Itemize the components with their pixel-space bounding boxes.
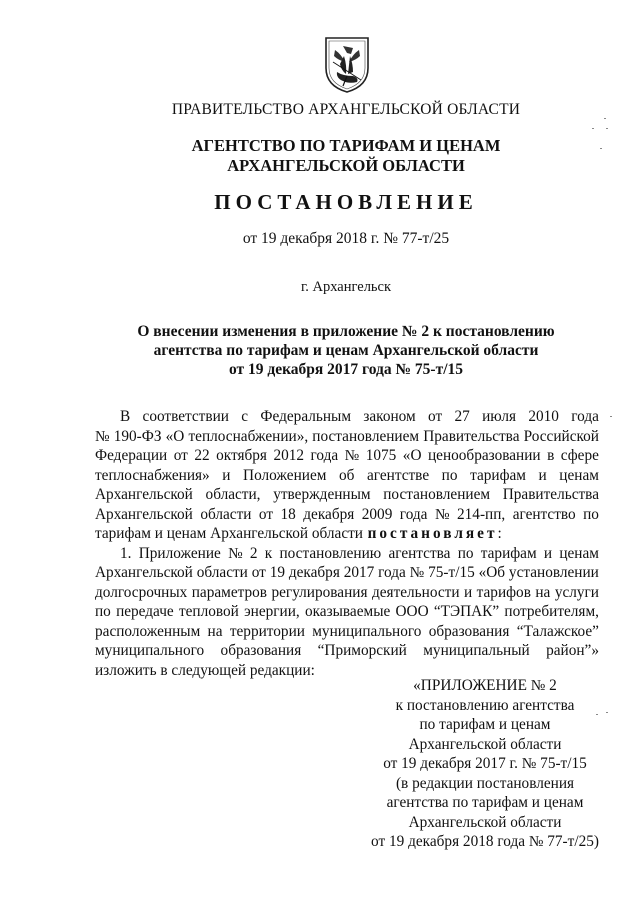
body-line: Архангельской области от 19 декабря 2017 года № 75-т/15 «Об установлении (95, 564, 599, 581)
body-line: долгосрочных параметров регулирования деятельности и тарифов на услуги (95, 583, 599, 601)
appendix-line: (в редакции постановления (395, 774, 575, 792)
government-title: ПРАВИТЕЛЬСТВО АРХАНГЕЛЬСКОЙ ОБЛАСТИ (171, 101, 521, 118)
body-line: расположенным на территории муниципального образования “Талажское” (95, 622, 599, 640)
agency-title-line: АГЕНТСТВО ПО ТАРИФАМ И ЦЕНАМ (191, 136, 501, 155)
body-line: Архангельской области от 18 декабря 2009 года № 214-пп, агентство по (95, 505, 599, 523)
body-line-text: изложить в следующей редакции: (95, 661, 315, 679)
archangel-coat-of-arms-icon (323, 36, 371, 94)
document-city: г. Архангельск (300, 279, 392, 295)
keyword-postanovlyaet: постановляет (367, 525, 498, 542)
document-date-number: от 19 декабря 2018 г. № 77-т/25 (242, 230, 450, 247)
body-line: муниципального образования “Приморский муниципальный район”» (95, 642, 599, 659)
appendix-line: к постановлению агентства (395, 696, 575, 714)
subject-line: агентства по тарифам и ценам Архангельской области (153, 342, 539, 359)
body-line: Федерации от 22 октября 2012 года № 1075 «О ценообразовании в сфере (95, 447, 599, 464)
body-line: по передаче тепловой энергии, оказываемые ООО “ТЭПАК” потребителям, (95, 603, 599, 620)
appendix-line: агентства по тарифам и ценам (386, 794, 584, 811)
keyword-colon: : (497, 525, 502, 542)
appendix-line: от 19 декабря 2017 г. № 75-т/15 (383, 755, 587, 772)
agency-title (0, 136, 640, 176)
body-line: № 190-ФЗ «О теплоснабжении», постановлением Правительства Российской (95, 427, 599, 445)
body-line: Архангельской области, утвержденным постановлением Правительства (95, 486, 599, 503)
subject-line: О внесении изменения в приложение № 2 к постановлению (137, 323, 555, 340)
appendix-line: Архангельской области (408, 813, 562, 831)
paragraph-item-1 (95, 544, 599, 661)
body-line: теплоснабжения» и Положением об агентстве по тарифам и ценам (95, 466, 599, 484)
appendix-line: Архангельской области (408, 735, 562, 753)
document-subject (0, 322, 640, 379)
appendix-line: от 19 декабря 2018 года № 77-т/25) (371, 833, 599, 850)
paragraph-preamble (95, 407, 599, 524)
document-body (95, 407, 599, 680)
document-type: ПОСТАНОВЛЕНИЕ (214, 190, 478, 214)
appendix-line: по тарифам и ценам (419, 716, 551, 733)
subject-line: от 19 декабря 2017 года № 75-т/15 (228, 361, 464, 378)
body-line: 1. Приложение № 2 к постановлению агентства по тарифам и ценам (120, 544, 599, 562)
body-line-text: тарифам и ценам Архангельской области (95, 525, 363, 542)
body-line (95, 524, 599, 544)
appendix-header (330, 676, 640, 852)
agency-title-line: АРХАНГЕЛЬСКОЙ ОБЛАСТИ (227, 156, 465, 175)
body-line: В соответствии с Федеральным законом от 27 июля 2010 года (120, 408, 599, 425)
appendix-line: «ПРИЛОЖЕНИЕ № 2 (413, 677, 557, 694)
